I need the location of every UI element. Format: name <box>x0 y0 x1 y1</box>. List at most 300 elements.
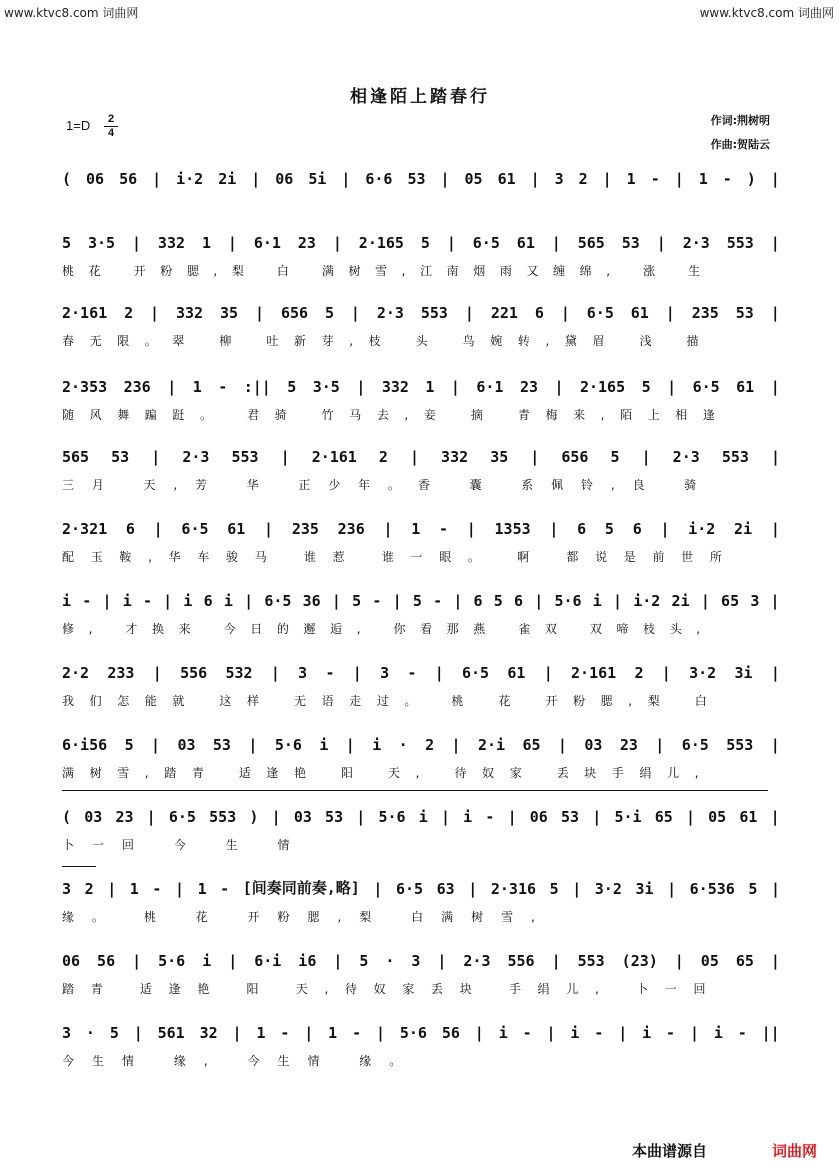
note-token: | <box>613 592 623 610</box>
lyrics-line: 配玉鞍,华车骏马 谁惹 谁一眼。 啊 都说是前世所 <box>62 550 739 564</box>
note-token: | <box>770 520 780 538</box>
note-token: 565 <box>62 448 90 466</box>
extension-line <box>62 790 768 791</box>
note-token: | <box>356 378 366 396</box>
note-token: 6·5 <box>681 736 709 754</box>
note-token: 332 <box>175 304 204 322</box>
note-token: | <box>228 952 238 970</box>
note-token: | <box>375 1024 385 1042</box>
note-token: 2i <box>218 170 237 188</box>
note-token: 553 <box>726 234 754 252</box>
note-token: | <box>332 234 342 252</box>
note-token: | <box>102 592 112 610</box>
note-token: 5 <box>62 234 72 252</box>
note-token: 53 <box>111 448 130 466</box>
watermark-left: www.ktvc8.com 词曲网 <box>4 6 139 20</box>
note-token: 6 <box>203 592 213 610</box>
song-title: 相逢陌上踏春行 <box>350 87 490 107</box>
note-token: | <box>674 170 684 188</box>
note-token: | <box>450 378 460 396</box>
note-token: 5·i <box>614 808 642 826</box>
note-token: 2 <box>84 880 94 898</box>
note-token: 553 <box>577 952 605 970</box>
note-token: i <box>223 592 233 610</box>
lyrics-line: 修, 才换来 今日的邂逅, 你看那燕 雀双 双啼枝头, <box>62 622 715 636</box>
note-token: | <box>333 952 343 970</box>
note-token: - <box>485 808 495 826</box>
note-token: 6 <box>473 592 483 610</box>
composer-credit: 作曲:贺陆云 <box>710 138 770 151</box>
notation-line <box>62 162 780 188</box>
note-token: 2·i <box>477 736 506 754</box>
note-token: - <box>737 1024 747 1042</box>
note-token: (23) <box>621 952 658 970</box>
note-token: i <box>372 736 382 754</box>
note-token: 2·3 <box>376 304 404 322</box>
note-token: | <box>373 880 383 898</box>
note-token: | <box>163 592 173 610</box>
lyrics-line: 踏青 适逢艳 阳 天,待奴家丢块 手绢儿, 卜一回 <box>62 982 723 996</box>
note-token: 5·6 <box>274 736 302 754</box>
note-token: 3·5 <box>312 378 340 396</box>
note-token: 1 <box>201 234 211 252</box>
note-token: | <box>150 304 160 322</box>
note-token: 53 <box>621 234 640 252</box>
note-token: | <box>468 880 478 898</box>
note-token: | <box>770 234 780 252</box>
note-token: 2·316 <box>490 880 537 898</box>
note-token: - <box>325 664 335 682</box>
note-token: | <box>271 808 281 826</box>
note-token: | <box>674 952 684 970</box>
note-token: i·2 <box>176 170 204 188</box>
notation-line <box>62 872 780 898</box>
note-token: | <box>592 808 602 826</box>
note-token: 1 <box>411 520 421 538</box>
notation-line <box>62 800 780 826</box>
note-token: 05 <box>700 952 719 970</box>
note-token: 553 <box>726 736 754 754</box>
note-token: | <box>770 170 780 188</box>
note-token: 561 <box>157 1024 185 1042</box>
note-token: 3 <box>62 1024 72 1042</box>
note-token: 53 <box>212 736 231 754</box>
lyrics-line: 桃花 开粉腮,梨 白 满树雪,江南烟雨又缠绵, 涨 生 <box>62 264 715 278</box>
note-token: 2 <box>425 736 435 754</box>
note-token: 556 <box>180 664 208 682</box>
note-token: i <box>713 1024 723 1042</box>
note-token: | <box>689 1024 699 1042</box>
note-token: 61 <box>516 234 535 252</box>
lyrics-line: 缘。 桃 花 开粉腮,梨 白满树雪, <box>62 910 553 924</box>
watermark-right: www.ktvc8.com 词曲网 <box>699 6 834 20</box>
note-token: 61 <box>736 378 755 396</box>
note-token: 5 <box>109 1024 119 1042</box>
note-token: 553 <box>420 304 448 322</box>
note-token: 03 <box>177 736 196 754</box>
note-token: 03 <box>84 808 103 826</box>
footer-source: 本曲谱源自 <box>632 1142 708 1160</box>
lyrics-line: 我们怎能就 这样 无语走过。 桃 花 开粉腮,梨 白 <box>62 694 723 708</box>
note-token: | <box>392 592 402 610</box>
note-token: 5 <box>352 592 362 610</box>
note-token: 53 <box>735 304 754 322</box>
note-token: 65 <box>735 952 754 970</box>
note-token: 2·165 <box>579 378 626 396</box>
note-token: | <box>534 592 544 610</box>
note-token: | <box>474 1024 484 1042</box>
note-token: 5 <box>324 304 334 322</box>
note-token: | <box>551 952 561 970</box>
note-token: 03 <box>293 808 312 826</box>
note-token: 221 <box>490 304 518 322</box>
note-token: 61 <box>507 664 526 682</box>
note-token: 235 <box>691 304 719 322</box>
note-token: 56 <box>441 1024 460 1042</box>
note-token: i <box>319 736 329 754</box>
note-token: 2·3 <box>463 952 491 970</box>
note-token: 6·1 <box>253 234 281 252</box>
note-token: 1 <box>129 880 139 898</box>
note-token: | <box>661 664 671 682</box>
lyrics-line: 春无限。翠 柳 吐新芽,枝 头 鸟婉转,黛眉 浅 描 <box>62 334 715 348</box>
note-token: 1 <box>197 880 207 898</box>
note-token: | <box>549 520 559 538</box>
note-token: | <box>770 880 780 898</box>
lyrics-line: 满树雪,踏青 适逢艳 阳 天, 待奴家 丢块手绢儿, <box>62 766 715 780</box>
note-token: 3 <box>62 880 72 898</box>
note-token: 5 <box>420 234 430 252</box>
note-token: 03 <box>584 736 603 754</box>
note-token: 553 <box>231 448 259 466</box>
note-token: 5 <box>359 952 369 970</box>
note-token: 6·1 <box>476 378 504 396</box>
note-token: | <box>227 234 237 252</box>
note-token: 2·3 <box>182 448 210 466</box>
note-token: | <box>434 664 444 682</box>
note-token: | <box>530 448 540 466</box>
note-token: 5i <box>308 170 327 188</box>
note-token: | <box>440 808 450 826</box>
note-token: i <box>202 952 212 970</box>
note-token: | <box>602 170 612 188</box>
note-token: i <box>498 1024 508 1042</box>
note-token: - <box>522 1024 532 1042</box>
note-token: ) <box>746 170 756 188</box>
note-token: - <box>220 880 230 898</box>
note-token: | <box>554 378 564 396</box>
note-token: 6·i56 <box>62 736 108 754</box>
notation-line <box>62 584 780 610</box>
note-token: i·2 <box>688 520 716 538</box>
note-token: [间奏同前奏,略] <box>242 879 360 897</box>
note-token: 1 <box>626 170 636 188</box>
note-token: 5 <box>610 448 620 466</box>
note-token: | <box>232 1024 242 1042</box>
notation-line <box>62 370 780 396</box>
note-token: | <box>350 304 360 322</box>
notation-line <box>62 296 780 322</box>
note-token: 3·2 <box>689 664 717 682</box>
note-token: | <box>543 664 553 682</box>
note-token: 6·5 <box>462 664 490 682</box>
note-token: 6·6 <box>365 170 393 188</box>
note-token: 6 <box>577 520 587 538</box>
note-token: i <box>642 1024 652 1042</box>
note-token: 56 <box>119 170 138 188</box>
note-token: :|| <box>243 378 271 396</box>
note-token: 233 <box>107 664 135 682</box>
note-token: 06 <box>529 808 548 826</box>
note-token: i <box>122 592 132 610</box>
note-token: | <box>437 952 447 970</box>
note-token: 5·6 <box>554 592 582 610</box>
note-token: 05 <box>708 808 727 826</box>
note-token: 6 <box>534 304 544 322</box>
note-token: 5 <box>493 592 503 610</box>
note-token: 2·3 <box>672 448 700 466</box>
note-token: 332 <box>381 378 409 396</box>
note-token: 3i <box>734 664 753 682</box>
note-token: | <box>345 736 355 754</box>
note-token: | <box>770 952 780 970</box>
note-token: | <box>770 736 780 754</box>
notation-line <box>62 512 780 538</box>
note-token: 6 <box>514 592 524 610</box>
note-token: - <box>594 1024 604 1042</box>
note-token: 06 <box>62 952 81 970</box>
note-token: 1353 <box>494 520 531 538</box>
note-token: 6·i <box>254 952 282 970</box>
note-token: 3 <box>411 952 421 970</box>
note-token: 656 <box>561 448 589 466</box>
note-token: | <box>464 304 474 322</box>
note-token: - <box>433 592 443 610</box>
note-token: · <box>385 952 395 970</box>
notation-line <box>62 944 780 970</box>
note-token: 332 <box>157 234 186 252</box>
note-token: 5 <box>412 592 422 610</box>
note-token: 35 <box>490 448 509 466</box>
note-token: 23 <box>519 378 538 396</box>
note-token: 5 <box>748 880 758 898</box>
note-token: | <box>341 170 351 188</box>
note-token: - <box>407 664 417 682</box>
note-token: 6·5 <box>472 234 500 252</box>
note-token: | <box>641 448 651 466</box>
note-token: | <box>167 378 177 396</box>
footer-logo: 词曲网 <box>772 1142 818 1160</box>
note-token: | <box>133 1024 143 1042</box>
note-token: | <box>331 592 341 610</box>
note-token: 63 <box>436 880 455 898</box>
note-token: · <box>398 736 408 754</box>
note-token: 5·6 <box>158 952 186 970</box>
note-token: 53 <box>325 808 344 826</box>
note-token: 5·6 <box>399 1024 427 1042</box>
time-signature <box>104 114 118 139</box>
note-token: 3i <box>635 880 654 898</box>
note-token: 23 <box>297 234 316 252</box>
note-token: 2 <box>124 304 134 322</box>
note-token: 6·5 <box>264 592 292 610</box>
note-token: 3·5 <box>87 234 116 252</box>
note-token: | <box>151 448 161 466</box>
note-token: 65 <box>721 592 740 610</box>
note-token: | <box>251 170 261 188</box>
note-token: 3·2 <box>594 880 622 898</box>
note-token: 3 <box>298 664 308 682</box>
note-token: 3 <box>750 592 760 610</box>
note-token: | <box>356 808 366 826</box>
note-token: 05 <box>464 170 483 188</box>
lyrics-line: 今生情 缘, 今生情 缘。 <box>62 1054 420 1068</box>
note-token: | <box>152 664 162 682</box>
note-token: | <box>618 1024 628 1042</box>
note-token: i <box>183 592 193 610</box>
note-token: 236 <box>337 520 365 538</box>
note-token: | <box>451 736 461 754</box>
note-token: | <box>174 880 184 898</box>
key-signature: 1=D <box>66 118 91 133</box>
note-token: 5·6 <box>378 808 406 826</box>
note-token: 1 <box>698 170 708 188</box>
note-token: 6·5 <box>396 880 424 898</box>
note-token: i <box>463 808 473 826</box>
note-token: | <box>530 170 540 188</box>
note-token: 3 <box>554 170 564 188</box>
note-token: 2·165 <box>358 234 404 252</box>
note-token: | <box>383 520 393 538</box>
notation-line <box>62 440 780 466</box>
note-token: 2 <box>578 170 588 188</box>
note-token: 61 <box>227 520 246 538</box>
note-token: 2 <box>634 664 644 682</box>
note-token: 1 <box>425 378 435 396</box>
note-token: | <box>655 736 665 754</box>
note-token: 06 <box>275 170 294 188</box>
note-token: - <box>666 1024 676 1042</box>
note-token: | <box>146 808 156 826</box>
note-token: | <box>656 234 666 252</box>
note-token: i <box>62 592 72 610</box>
note-token: - <box>372 592 382 610</box>
note-token: | <box>248 736 258 754</box>
note-token: | <box>572 880 582 898</box>
note-token: 2·321 <box>62 520 108 538</box>
note-token: | <box>660 520 670 538</box>
note-token: 35 <box>220 304 239 322</box>
lyrics-line: 三月 天,芳 华 正少年。香 囊 系佩铃,良 骑 <box>62 478 715 492</box>
note-token: 65 <box>522 736 541 754</box>
note-token: | <box>244 592 254 610</box>
note-token: 3 <box>380 664 390 682</box>
note-token: 2·2 <box>62 664 90 682</box>
note-token: 2·161 <box>571 664 617 682</box>
note-token: 556 <box>507 952 535 970</box>
note-token: | <box>107 880 117 898</box>
note-token: | <box>453 592 463 610</box>
note-token: 23 <box>619 736 638 754</box>
note-token: 236 <box>123 378 151 396</box>
note-token: 235 <box>291 520 319 538</box>
note-token: 5 <box>287 378 297 396</box>
note-token: | <box>440 170 450 188</box>
notation-line <box>62 656 780 682</box>
note-token: 5 <box>124 736 134 754</box>
note-token: i <box>570 1024 580 1042</box>
note-token: ) <box>249 808 259 826</box>
note-token: | <box>270 664 280 682</box>
note-token: ( <box>62 808 72 826</box>
note-token: | <box>770 378 780 396</box>
note-token: 2·161 <box>62 304 108 322</box>
notation-line <box>62 1016 780 1042</box>
note-token: 6·5 <box>168 808 196 826</box>
note-token: 2·3 <box>682 234 710 252</box>
note-token: 5 <box>549 880 559 898</box>
note-token: | <box>131 234 141 252</box>
note-token: 53 <box>407 170 426 188</box>
time-bottom: 4 <box>107 127 115 139</box>
note-token: 532 <box>225 664 253 682</box>
note-token: | <box>700 592 710 610</box>
note-token: 6 <box>125 520 135 538</box>
note-token: 656 <box>280 304 309 322</box>
note-token: · <box>85 1024 95 1042</box>
note-token: | <box>770 304 780 322</box>
note-token: | <box>352 664 362 682</box>
note-token: | <box>132 952 142 970</box>
note-token: 2i <box>671 592 690 610</box>
note-token: - <box>218 378 228 396</box>
note-token: i·2 <box>633 592 661 610</box>
note-token: 06 <box>86 170 105 188</box>
note-token: | <box>446 234 456 252</box>
note-token: 65 <box>654 808 673 826</box>
note-token: | <box>557 736 567 754</box>
note-token: 553 <box>209 808 237 826</box>
note-token: - <box>142 592 152 610</box>
note-token: 2·161 <box>311 448 357 466</box>
note-token: | <box>304 1024 314 1042</box>
note-token: 32 <box>199 1024 218 1042</box>
note-token: | <box>409 448 419 466</box>
time-top: 2 <box>107 113 115 125</box>
note-token: | <box>665 304 675 322</box>
note-token: 6·536 <box>689 880 735 898</box>
note-token: 6·5 <box>586 304 614 322</box>
note-token: | <box>152 170 162 188</box>
note-token: 6 <box>632 520 642 538</box>
note-token: i6 <box>298 952 317 970</box>
note-token: || <box>761 1024 780 1042</box>
note-token: ( <box>62 170 72 188</box>
note-token: 1 <box>328 1024 338 1042</box>
note-token: - <box>280 1024 290 1042</box>
note-token: 5 <box>641 378 651 396</box>
notation-line <box>62 226 780 252</box>
note-token: | <box>280 448 290 466</box>
note-token: 6·5 <box>692 378 720 396</box>
note-token: | <box>551 234 561 252</box>
note-token: - <box>152 880 162 898</box>
note-token: | <box>153 520 163 538</box>
note-token: 53 <box>561 808 580 826</box>
note-token: 5 <box>604 520 614 538</box>
note-token: 553 <box>721 448 749 466</box>
note-token: | <box>254 304 265 322</box>
